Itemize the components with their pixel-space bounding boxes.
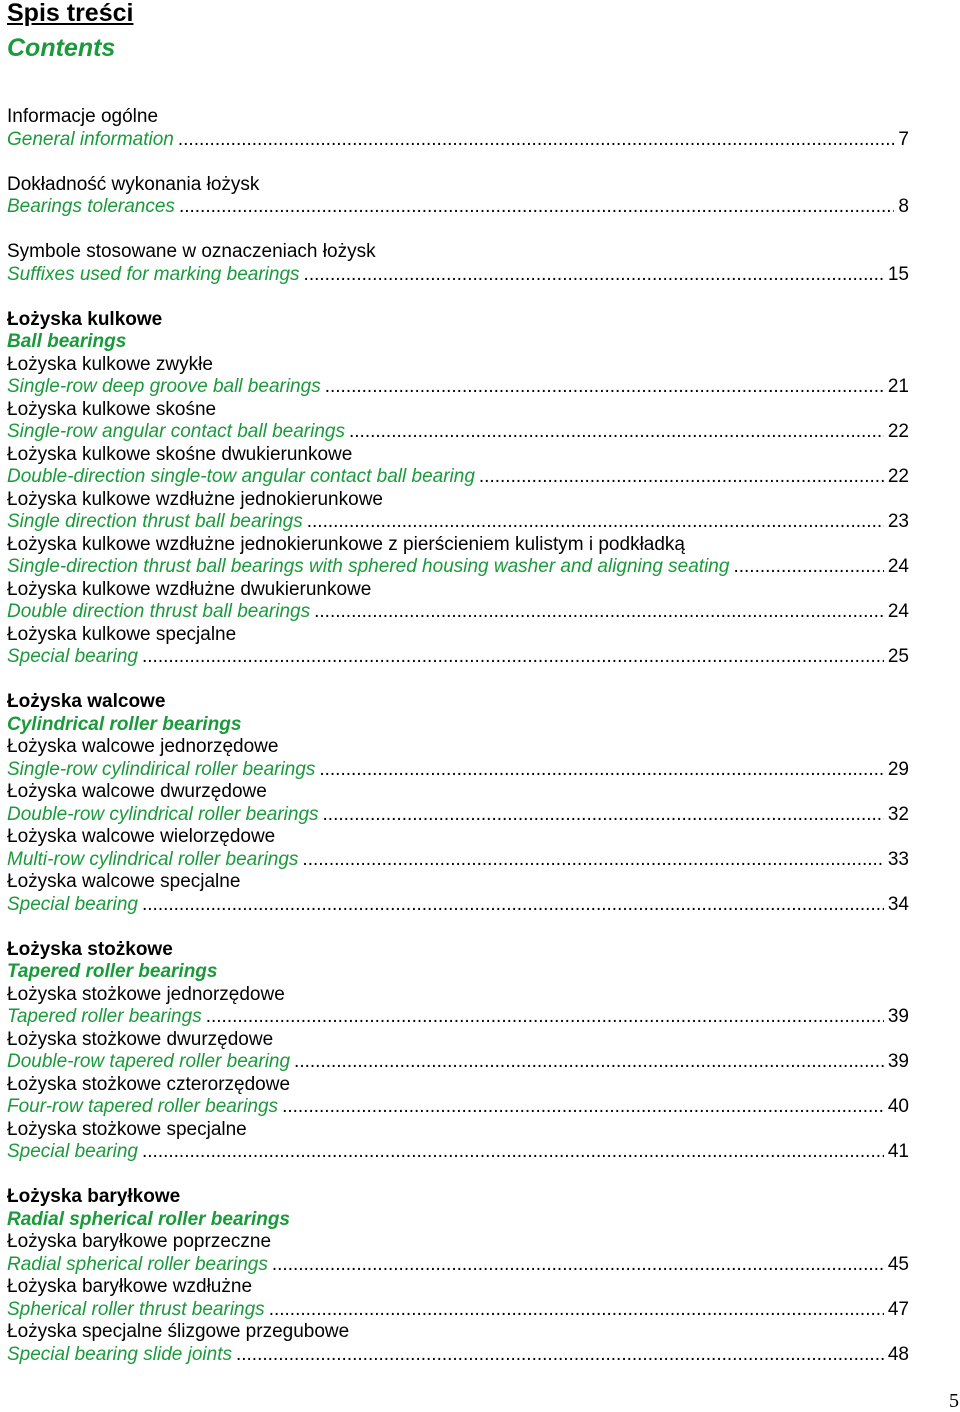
- toc-entry-link[interactable]: [7, 421, 909, 444]
- entry-page-number: 45: [887, 1253, 909, 1275]
- entry-page-number: 24: [887, 556, 909, 577]
- entry-title-english: Double-row tapered roller bearing: [7, 1051, 291, 1072]
- entry-title-english: Double-row cylindrical roller bearings: [7, 803, 319, 825]
- entry-title: Łożyska stożkowe specjalne: [7, 1118, 247, 1140]
- toc-entry-link[interactable]: [7, 894, 909, 917]
- section-heading: Łożyska stożkowe: [7, 938, 173, 960]
- toc-entry-link[interactable]: [7, 1344, 909, 1367]
- entry-title: Łożyska walcowe dwurzędowe: [7, 781, 267, 802]
- dot-leader: [314, 601, 884, 624]
- dot-leader: [236, 1344, 884, 1367]
- dot-leader: [325, 376, 884, 399]
- entry-title-english: Single-row angular contact ball bearings: [7, 421, 345, 442]
- dot-leader: [307, 511, 884, 534]
- entry-title: Łożyska stożkowe jednorzędowe: [7, 983, 285, 1005]
- section-heading-english: Radial spherical roller bearings: [7, 1208, 290, 1230]
- entry-title: Łożyska baryłkowe poprzeczne: [7, 1231, 272, 1252]
- entry-title-english: Radial spherical roller bearings: [7, 1253, 268, 1275]
- entry-title: Łożyska kulkowe skośne: [7, 398, 217, 420]
- dot-leader: [142, 1141, 884, 1164]
- entry-title: Łożyska kulkowe specjalne: [7, 623, 237, 645]
- dot-leader: [269, 1299, 884, 1322]
- dot-leader: [733, 556, 883, 579]
- toc-section: [7, 106, 909, 151]
- entry-title-english: Special bearing slide joints: [7, 1343, 232, 1365]
- toc-entry-link[interactable]: [7, 511, 909, 534]
- dot-leader: [142, 894, 884, 917]
- entry-page-number: 40: [887, 1096, 909, 1117]
- entry-page-number: 32: [887, 803, 909, 825]
- dot-leader: [272, 1254, 884, 1277]
- entry-title: Łożyska stożkowe dwurzędowe: [7, 1028, 274, 1050]
- entry-title-english: Single-row deep groove ball bearings: [7, 376, 321, 397]
- entry-title: Łożyska walcowe specjalne: [7, 871, 241, 892]
- entry-page-number: 29: [887, 758, 909, 780]
- toc-entry-link[interactable]: [7, 849, 909, 872]
- dot-leader: [479, 466, 884, 489]
- entry-title-english: General information: [7, 128, 174, 150]
- toc-entry-link[interactable]: [7, 376, 909, 399]
- toc-entry-link[interactable]: [7, 196, 909, 219]
- dot-leader: [349, 421, 884, 444]
- section-heading: Łożyska walcowe: [7, 691, 166, 712]
- entry-title-english: Suffixes used for marking bearings: [7, 263, 300, 285]
- section-heading: Łożyska kulkowe: [7, 308, 163, 330]
- toc-entry-link[interactable]: [7, 1006, 909, 1029]
- page-title-english: Contents: [7, 34, 116, 62]
- section-heading: Łożyska baryłkowe: [7, 1186, 181, 1207]
- dot-leader: [302, 849, 883, 872]
- toc-section: [7, 1186, 909, 1366]
- dot-leader: [294, 1051, 884, 1074]
- entry-title-english: Special bearing: [7, 646, 138, 667]
- entry-page-number: 8: [898, 196, 909, 217]
- toc-entry-link[interactable]: [7, 1096, 909, 1119]
- entry-title: Łożyska walcowe jednorzędowe: [7, 736, 279, 757]
- toc-entry-link[interactable]: [7, 1299, 909, 1322]
- entry-title-english: Double-direction single-tow angular contact ball bearing: [7, 466, 475, 487]
- toc-entry-link[interactable]: [7, 601, 909, 624]
- entry-title: Łożyska kulkowe wzdłużne jednokierunkowe z pierścieniem kulistym i podkładką: [7, 533, 685, 555]
- entry-page-number: 41: [887, 1141, 909, 1162]
- entry-title: Łożyska kulkowe wzdłużne jednokierunkowe: [7, 488, 383, 510]
- entry-page-number: 15: [887, 263, 909, 285]
- dot-leader: [319, 759, 884, 782]
- entry-title-english: Bearings tolerances: [7, 196, 175, 217]
- entry-page-number: 23: [887, 511, 909, 532]
- entry-title-english: Single-row cylindirical roller bearings: [7, 758, 316, 780]
- entry-title: Dokładność wykonania łożysk: [7, 173, 260, 195]
- entry-title-english: Multi-row cylindrical roller bearings: [7, 848, 299, 870]
- toc-entry-link[interactable]: [7, 466, 909, 489]
- toc-entry-link[interactable]: [7, 759, 909, 782]
- section-heading-english: Cylindrical roller bearings: [7, 713, 242, 735]
- entry-title-english: Special bearing: [7, 893, 138, 915]
- entry-title-english: Single-direction thrust ball bearings with sphered housing washer and aligning seating: [7, 556, 730, 577]
- entry-page-number: 7: [898, 128, 909, 150]
- entry-title: Łożyska kulkowe zwykłe: [7, 353, 213, 375]
- entry-title-english: Tapered roller bearings: [7, 1006, 202, 1027]
- entry-page-number: 25: [887, 646, 909, 667]
- toc-section: [7, 241, 909, 286]
- table-of-contents: [7, 106, 909, 1389]
- toc-section: [7, 691, 909, 916]
- dot-leader: [282, 1096, 884, 1119]
- entry-page-number: 47: [887, 1298, 909, 1320]
- entry-title-english: Special bearing: [7, 1141, 138, 1162]
- toc-section: [7, 309, 909, 669]
- toc-entry-link[interactable]: [7, 264, 909, 287]
- toc-section: [7, 174, 909, 219]
- dot-leader: [206, 1006, 884, 1029]
- toc-section: [7, 939, 909, 1164]
- entry-title-english: Single direction thrust ball bearings: [7, 511, 303, 532]
- entry-page-number: 34: [887, 893, 909, 915]
- dot-leader: [178, 129, 895, 152]
- entry-title-english: Double direction thrust ball bearings: [7, 601, 311, 622]
- dot-leader: [323, 804, 884, 827]
- entry-page-number: 24: [887, 601, 909, 622]
- entry-title: Łożyska kulkowe skośne dwukierunkowe: [7, 443, 353, 465]
- toc-entry-link[interactable]: [7, 804, 909, 827]
- page-number: 5: [949, 1390, 959, 1412]
- entry-page-number: 48: [887, 1343, 909, 1365]
- entry-page-number: 33: [887, 848, 909, 870]
- dot-leader: [304, 264, 884, 287]
- dot-leader: [179, 196, 894, 219]
- entry-title: Symbole stosowane w oznaczeniach łożysk: [7, 241, 376, 262]
- dot-leader: [142, 646, 884, 669]
- entry-title: Łożyska baryłkowe wzdłużne: [7, 1276, 253, 1297]
- toc-entry-link[interactable]: [7, 646, 909, 669]
- entry-page-number: 22: [887, 466, 909, 487]
- toc-entry-link[interactable]: [7, 1141, 909, 1164]
- entry-title: Łożyska kulkowe wzdłużne dwukierunkowe: [7, 578, 372, 600]
- entry-page-number: 39: [887, 1051, 909, 1072]
- toc-entry-link[interactable]: [7, 1051, 909, 1074]
- entry-title-english: Spherical roller thrust bearings: [7, 1298, 265, 1320]
- toc-entry-link[interactable]: [7, 556, 909, 579]
- entry-title: Łożyska walcowe wielorzędowe: [7, 826, 276, 847]
- section-heading-english: Ball bearings: [7, 331, 127, 352]
- entry-title-english: Four-row tapered roller bearings: [7, 1096, 279, 1117]
- entry-page-number: 39: [887, 1006, 909, 1027]
- entry-page-number: 22: [887, 421, 909, 442]
- toc-entry-link[interactable]: [7, 1254, 909, 1277]
- page-title: Spis treści: [7, 0, 134, 27]
- toc-entry-link[interactable]: [7, 129, 909, 152]
- section-heading-english: Tapered roller bearings: [7, 961, 218, 982]
- entry-title: Łożyska specjalne ślizgowe przegubowe: [7, 1321, 350, 1342]
- entry-title: Informacje ogólne: [7, 106, 159, 127]
- entry-title: Łożyska stożkowe czterorzędowe: [7, 1073, 291, 1095]
- entry-page-number: 21: [887, 376, 909, 397]
